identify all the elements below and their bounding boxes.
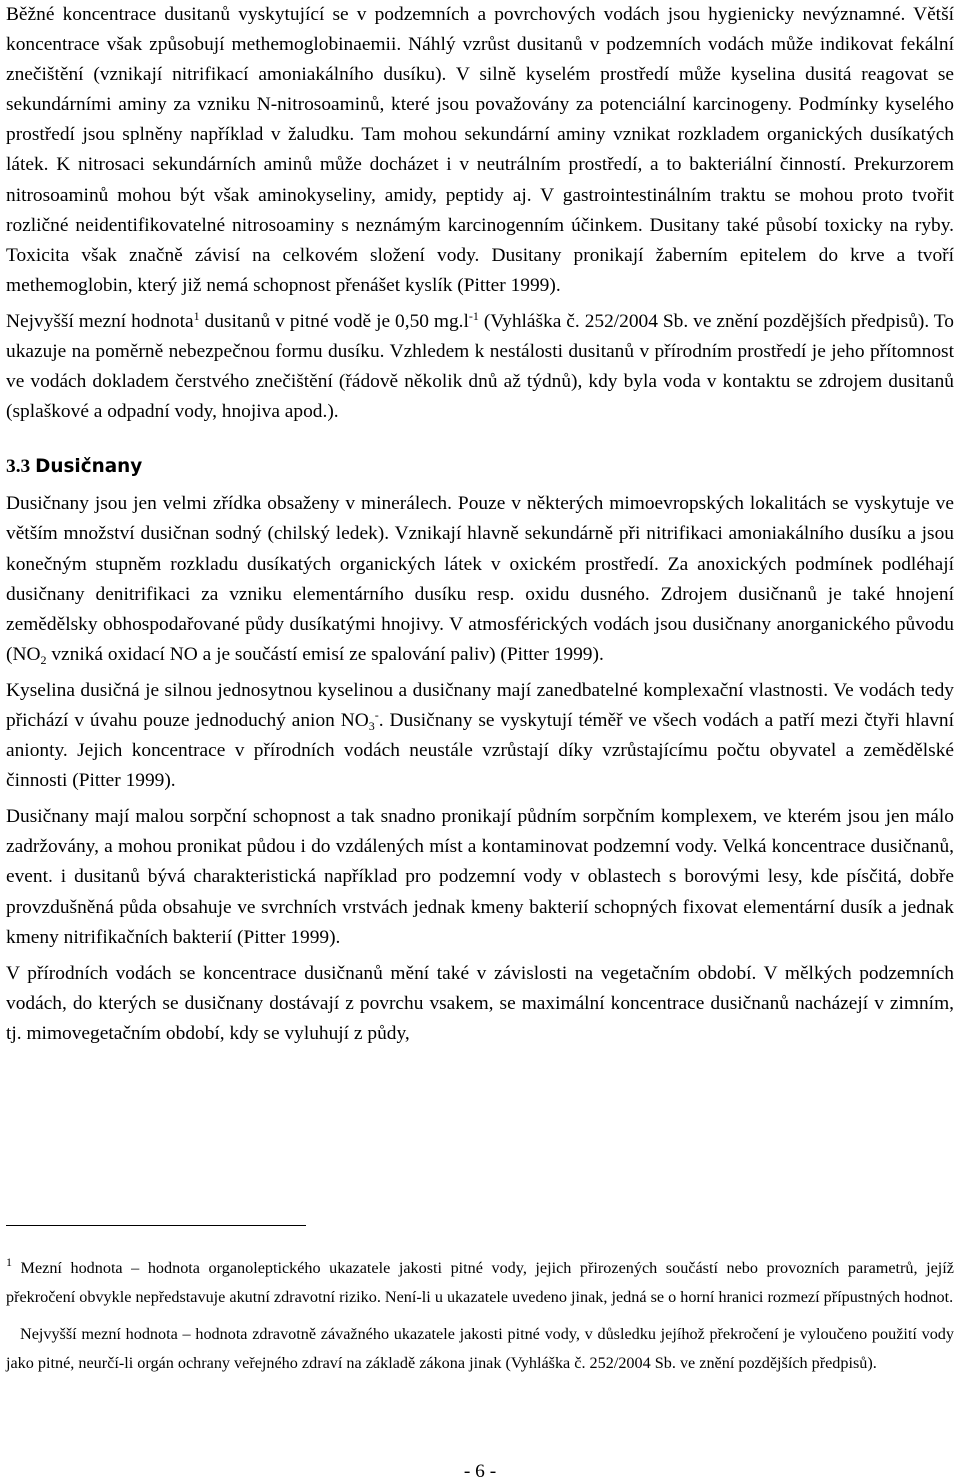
paragraph-text: vzniká oxidací NO a je součástí emisí ze spalování paliv) (Pitter 1999). [46,643,604,665]
chemical-subscript: 3 [368,718,375,733]
paragraph-text: Dusičnany jsou jen velmi zřídka obsaženy v minerálech. Pouze v některých mimoevropských lokalitách se vyskytuje ve větším množství dusičnan sodný (chilský ledek). Vznikají hlavně sekundárně při nitrifikaci amoniakálního dusíku a jsou konečným stupněm rozkladu dusíkatých organických látek v oxickém prostředí. Za anoxických podmínek podléhají dusičnany denitrifikaci za vzniku elementárního dusíku resp. oxidu dusného. Zdrojem dusičnanů je také hnojení zemědělsky obhospodařované půdy dusíkatými hnojivy. V atmosférických vodách jsou dusičnany anorganického původu (NO [6,493,954,665]
section-title: Dusičnany [35,456,143,478]
paragraph-text: dusitanů v pitné vodě je 0,50 mg.l [199,310,469,332]
chemical-subscript: 2 [40,652,47,667]
paragraph-text: Nejvyšší mezní hodnota [6,310,194,332]
paragraph-text: (Vyhláška č. 252/2004 Sb. ve znění pozdějších předpisů). To ukazuje na poměrně nebezpečnou formu dusíku. Vzhledem k nestálosti dusitanů v přírodním prostředí je jeho přítomnost ve vodách dokladem čerstvého znečištění (řádově několik dnů až týdnů), kdy byla voda v kontaktu se zdrojem dusitanů (splaškové a odpadní vody, hnojiva apod.). [6,310,954,423]
page-number: - 6 - [463,1461,497,1482]
section-number: 3.3 [6,456,31,478]
paragraph-nitric-acid [6,676,954,796]
section-heading [6,453,954,481]
paragraph-text: . Dusičnany se vyskytují téměř ve všech vodách a patří mezi čtyři hlavní anionty. Jejich koncentrace v přírodních vodách neustále vzrůstají díky vzrůstajícímu počtu obyvatel a zemědělské činnosti (Pitter 1999). [6,709,954,792]
paragraph-nitrites-limit [6,307,954,427]
footnotes [6,1254,954,1378]
footnote-text: Mezní hodnota – hodnota organoleptického ukazatele jakosti pitné vody, jejich přirozených součástí nebo provozních parametrů, jejíž překročení obvykle nepředstavuje akutní zdravotní riziko. Není-li u ukazatele uvedeno jinak, jedná se o horní hranici rozmezí přípustných hodnot. [6,1259,954,1306]
paragraph-text: Kyselina dusičná je silnou jednosytnou kyselinou a dusičnany mají zanedbatelné komplexační vlastnosti. Ve vodách tedy přichází v úvahu pouze jednoduchý anion NO [6,679,954,731]
unit-exponent: -1 [468,308,479,323]
paragraph-nitrates-sorption: Dusičnany mají malou sorpční schopnost a tak snadno pronikají půdním sorpčním komplexem, ve kterém jsou jen málo zadržovány, a mohou pronikat půdou i do vzdálených míst a kontaminovat podzemní vody. Velká koncentrace dusičnanů, event. i dusitanů bývá charakteristická například pro podzemní vody v oblastech s borovými lesy, kde písčitá, dobře provzdušněná půda obsahuje ve svrchních vrstvách jednak kmeny bakterií schopných fixovat elementární dusík a jednak kmeny nitrifikačních bakterií (Pitter 1999). [6,806,954,948]
footnote-reference: 1 [193,308,200,323]
footnote-separator [6,1225,306,1226]
footnote-mark: 1 [6,1255,12,1269]
document-page [6,0,954,1484]
ion-charge: - [374,707,379,722]
paragraph-nitrates-season: V přírodních vodách se koncentrace dusičnanů mění také v závislosti na vegetačním období. V mělkých podzemních vodách, do kterých se dusičnany dostávají z povrchu vsakem, se maximální koncentrace dusičnanů nacházejí v zimním, tj. mimovegetačním období, kdy se vyluhují z půdy, [6,962,954,1044]
footnote-1 [6,1254,954,1312]
footnote-2: Nejvyšší mezní hodnota – hodnota zdravotně závažného ukazatele jakosti pitné vody, v důsledku jejíhož překročení je vyloučeno použití vody jako pitné, neurčí-li orgán ochrany veřejného zdraví na základě zákona jinak (Vyhláška č. 252/2004 Sb. ve znění pozdějších předpisů). [6,1325,954,1372]
paragraph-nitrites-occurrence: Běžné koncentrace dusitanů vyskytující se v podzemních a povrchových vodách jsou hygienicky nevýznamné. Větší koncentrace však způsobují methemoglobinaemii. Náhlý vzrůst dusitanů v podzemních vodách může indikovat fekální znečištění (vznikají nitrifikací amoniakálního dusíku). V silně kyselém prostředí může kyselina dusitá reagovat se sekundárními aminy za vzniku N-nitrosoaminů, které jsou považovány za potenciální karcinogeny. Podmínky kyselého prostředí jsou splněny například v žaludku. Tam mohou sekundární aminy vznikat rozkladem organických dusíkatých látek. K nitrosaci sekundárních aminů může docházet i v neutrálním prostředí, a to bakteriální činností. Prekurzorem nitrosoaminů mohou být však aminokyseliny, amidy, peptidy aj. V gastrointestinálním traktu se mohou proto tvořit rozličné neidentifikovatelné nitrosoaminy s neznámým karcinogenním účinkem. Dusitany také působí toxicky na ryby. Toxicita však značně závisí na celkovém složení vody. Dusitany pronikají žaberním epitelem do krve a tvoří methemoglobin, který již nemá schopnost přenášet kyslík (Pitter 1999). [6,4,954,296]
paragraph-nitrates-origin [6,489,954,670]
